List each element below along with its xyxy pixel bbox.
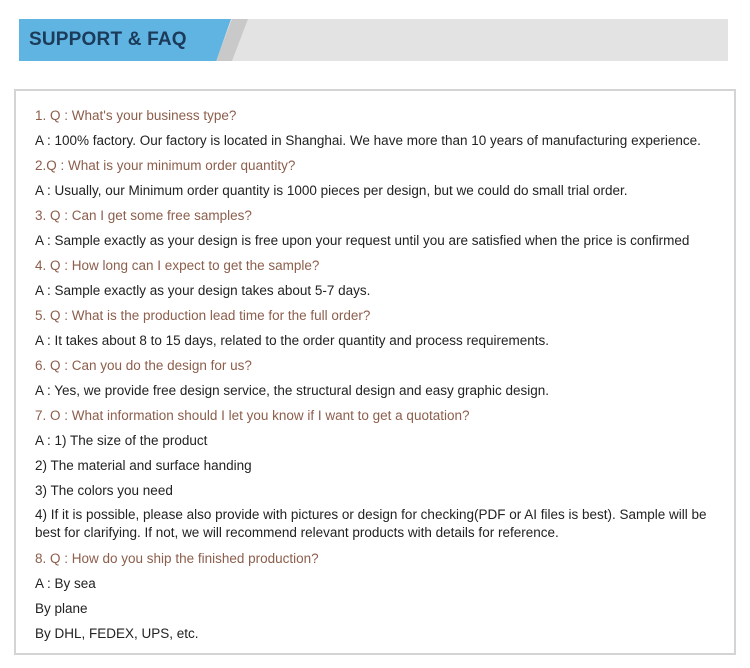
faq-question-2: 2.Q : What is your minimum order quantity? [35, 158, 296, 173]
faq-answer-5: A : It takes about 8 to 15 days, related to the order quantity and process requirements. [35, 333, 550, 348]
faq-answer-3: A : Sample exactly as your design is free upon your request until you are satisfied when the price is confirmed [35, 233, 690, 248]
section-title: SUPPORT & FAQ [29, 29, 187, 50]
faq-answer-2: A : Usually, our Minimum order quantity is 1000 pieces per design, but we could do small trial order. [35, 183, 628, 198]
faq-answer-7-line-4: 4) If it is possible, please also provide with pictures or design for checking(PDF or AI files is best). Sample will be best for clarifying. If not, we will recommend relevant products with details for reference. [35, 507, 707, 540]
faq-question-5: 5. Q : What is the production lead time for the full order? [35, 308, 371, 323]
faq-answer-7-line-1: A : 1) The size of the product [35, 433, 208, 448]
faq-question-6: 6. Q : Can you do the design for us? [35, 358, 252, 373]
faq-answer-7-line-2: 2) The material and surface handing [35, 458, 252, 473]
faq-question-4: 4. Q : How long can I expect to get the sample? [35, 258, 320, 273]
faq-question-8: 8. Q : How do you ship the finished production? [35, 551, 319, 566]
faq-answer-8-line-2: By plane [35, 601, 88, 616]
faq-question-3: 3. Q : Can I get some free samples? [35, 208, 252, 223]
faq-answer-8-line-1: A : By sea [35, 576, 96, 591]
faq-list [35, 103, 725, 646]
section-banner [19, 19, 728, 61]
faq-panel [14, 89, 736, 655]
faq-answer-8-line-3: By DHL, FEDEX, UPS, etc. [35, 626, 199, 641]
faq-question-1: 1. Q : What's your business type? [35, 108, 237, 123]
faq-answer-1: A : 100% factory. Our factory is located in Shanghai. We have more than 10 years of manufacturing experience. [35, 133, 701, 148]
faq-answer-6: A : Yes, we provide free design service, the structural design and easy graphic design. [35, 383, 550, 398]
faq-answer-7-line-3: 3) The colors you need [35, 483, 173, 498]
faq-question-7: 7. O : What information should I let you know if I want to get a quotation? [35, 408, 470, 423]
faq-answer-4: A : Sample exactly as your design takes about 5-7 days. [35, 283, 371, 298]
